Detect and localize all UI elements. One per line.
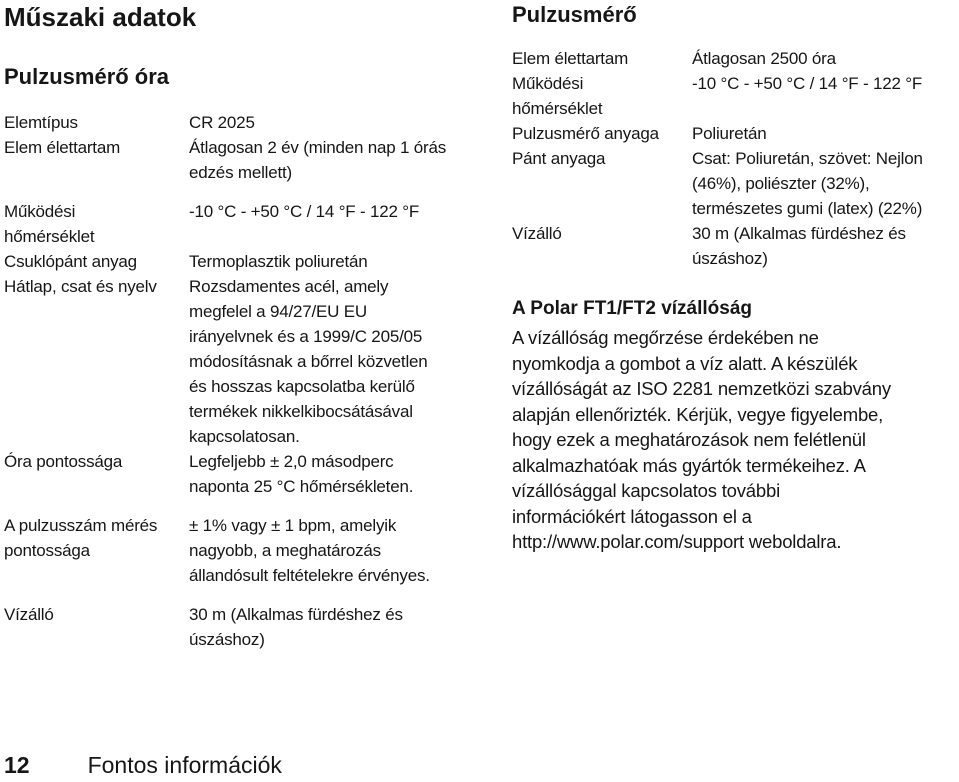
spec-label: [512, 46, 692, 71]
spec-row: [4, 449, 489, 499]
text-line: CR 2025: [189, 113, 255, 132]
text-line: hőmérséklet: [4, 227, 95, 246]
text-line: Pulzusmérő anyaga: [512, 124, 659, 143]
spec-value: [189, 249, 489, 274]
text-line: kapcsolatosan.: [189, 427, 300, 446]
spec-row: [512, 46, 954, 71]
spec-value: [189, 588, 489, 652]
text-line: Csuklópánt anyag: [4, 252, 137, 271]
text-line: Pánt anyaga: [512, 149, 606, 168]
text-line: http://www.polar.com/support weboldalra.: [512, 531, 842, 552]
spec-value: [692, 71, 954, 121]
spec-label: [512, 71, 692, 121]
text-line: vízállósággal kapcsolatos további: [512, 480, 780, 501]
spec-label: [4, 249, 189, 274]
spec-row: [512, 71, 954, 121]
text-line: nagyobb, a meghatározás: [189, 541, 381, 560]
spec-label: [4, 135, 189, 185]
text-line: állandósult feltételekre érvényes.: [189, 566, 430, 585]
text-line: hőmérséklet: [512, 99, 603, 118]
spec-row: [4, 499, 489, 588]
spec-label: [512, 121, 692, 146]
text-line: Óra pontossága: [4, 452, 123, 471]
footer-section-name: Fontos információk: [87, 752, 282, 778]
text-line: nyomkodja a gombot a víz alatt. A készülék: [512, 352, 858, 374]
text-line: alapján ellenőrizték. Kérjük, vegye figyelembe,: [512, 403, 884, 425]
text-line: A pulzusszám mérés: [4, 516, 158, 535]
watch-spec-table: [4, 110, 489, 652]
water-resistance-heading: A Polar FT1/FT2 vízállóság: [512, 298, 753, 319]
page-footer: [4, 752, 282, 779]
spec-row: [4, 135, 489, 185]
text-line: Átlagosan 2500 óra: [692, 49, 836, 68]
spec-value: [692, 121, 954, 146]
text-line: Rozsdamentes acél, amely: [189, 277, 389, 296]
text-line: Működési: [512, 74, 584, 93]
text-line: alkalmazhatóak más gyártók termékeihez. A: [512, 454, 866, 476]
spec-value: [692, 146, 954, 221]
text-line: Vízálló: [512, 224, 562, 243]
text-line: A vízállóság megőrzése érdekében ne: [512, 327, 819, 348]
text-line: Csat: Poliuretán, szövet: Nejlon: [692, 149, 923, 168]
text-line: Elemtípus: [4, 113, 78, 132]
text-line: edzés mellett): [189, 163, 293, 182]
spec-value: [189, 185, 489, 249]
spec-label: [4, 274, 189, 449]
spec-value: [189, 110, 489, 135]
page-title: Műszaki adatok: [4, 2, 197, 32]
section-title-heart-rate-watch: Pulzusmérő óra: [4, 64, 170, 89]
text-line: Hátlap, csat és nyelv: [4, 277, 157, 296]
text-line: naponta 25 °C hőmérsékleten.: [189, 477, 414, 496]
text-line: vízállóságát az ISO 2281 nemzetközi szabvány: [512, 378, 891, 399]
spec-value: [189, 499, 489, 588]
text-line: módosításnak a bőrrel közvetlen: [189, 352, 428, 371]
spec-row: [4, 110, 489, 135]
text-line: és hosszas kapcsolatba kerülő: [189, 377, 415, 396]
text-line: hogy ezek a meghatározások nem felétlenül: [512, 429, 866, 450]
spec-row: [512, 121, 954, 146]
spec-label: [4, 110, 189, 135]
text-line: 30 m (Alkalmas fürdéshez és: [692, 224, 906, 243]
text-line: Elem élettartam: [512, 49, 629, 68]
text-line: (46%), poliészter (32%),: [692, 174, 870, 193]
spec-row: [4, 185, 489, 249]
spec-row: [512, 221, 954, 271]
water-resistance-paragraph: [512, 325, 891, 555]
text-line: Vízálló: [4, 605, 54, 624]
text-line: ± 1% vagy ± 1 bpm, amelyik: [189, 516, 397, 535]
spec-value: [189, 449, 489, 499]
text-line: pontossága: [4, 541, 90, 560]
spec-label: [4, 499, 189, 588]
spec-value: [189, 135, 489, 185]
text-line: -10 °C - +50 °C / 14 °F - 122 °F: [692, 74, 923, 93]
spec-value: [692, 46, 954, 71]
text-line: Működési: [4, 202, 76, 221]
spec-row: [512, 146, 954, 221]
text-line: irányelvnek és a 1999/C 205/05: [189, 327, 423, 346]
text-line: -10 °C - +50 °C / 14 °F - 122 °F: [189, 202, 420, 221]
sensor-spec-table: [512, 46, 954, 271]
text-line: Termoplasztik poliuretán: [189, 252, 368, 271]
text-line: Átlagosan 2 év (minden nap 1 órás: [189, 138, 447, 157]
spec-value: [692, 221, 954, 271]
spec-row: [4, 588, 489, 652]
spec-value: [189, 274, 489, 449]
spec-label: [512, 146, 692, 221]
text-line: megfelel a 94/27/EU EU: [189, 302, 367, 321]
spec-label: [4, 185, 189, 249]
text-line: Elem élettartam: [4, 138, 121, 157]
text-line: természetes gumi (latex) (22%): [692, 199, 923, 218]
text-line: Legfeljebb ± 2,0 másodperc: [189, 452, 394, 471]
text-line: úszáshoz): [189, 630, 265, 649]
spec-row: [4, 249, 489, 274]
spec-label: [4, 449, 189, 499]
text-line: 30 m (Alkalmas fürdéshez és: [189, 605, 403, 624]
text-line: információkért látogasson el a: [512, 505, 752, 527]
spec-label: [4, 588, 189, 652]
spec-row: [4, 274, 489, 449]
page-number: 12: [4, 752, 30, 778]
text-line: úszáshoz): [692, 249, 768, 268]
spec-label: [512, 221, 692, 271]
text-line: termékek nikkelkibocsátásával: [189, 402, 413, 421]
text-line: Poliuretán: [692, 124, 767, 143]
section-title-heart-rate-sensor: Pulzusmérő: [512, 2, 637, 27]
